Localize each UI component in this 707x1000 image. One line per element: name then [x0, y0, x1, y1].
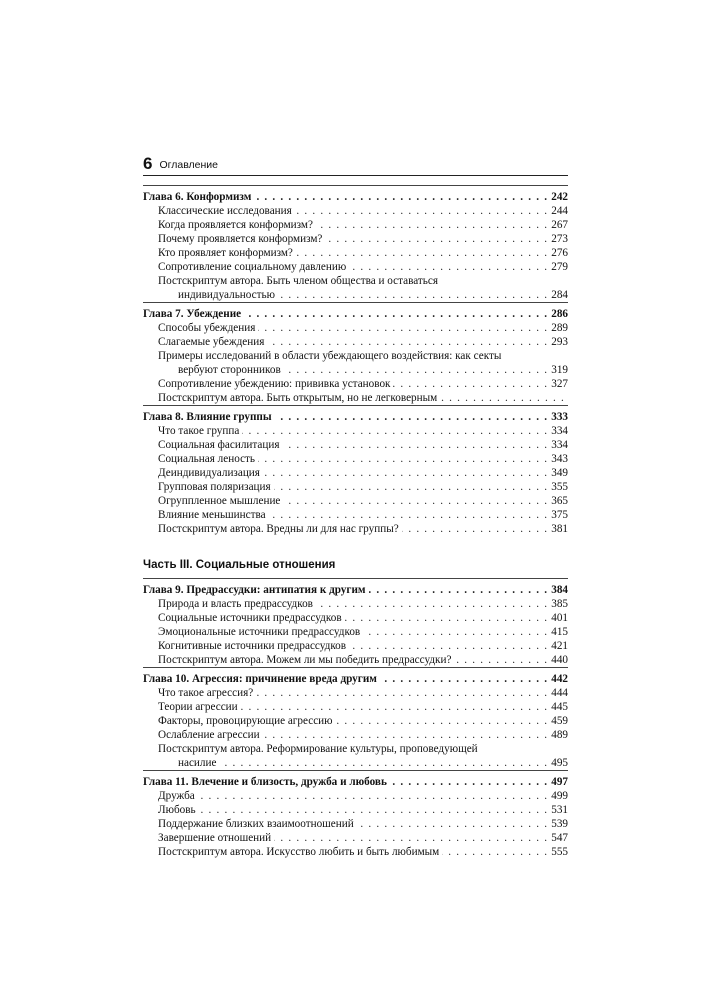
chapter-block: [143, 302, 568, 405]
section-title: Огруппленное мышление: [158, 495, 281, 507]
page-ref: 555: [551, 846, 568, 858]
page-ref: 401: [551, 612, 568, 624]
page-ref: 547: [551, 832, 568, 844]
section-entry: [143, 260, 568, 274]
dot-leader: [363, 625, 548, 639]
section-entry: [143, 218, 568, 232]
dot-leader: [284, 363, 548, 377]
page-ref: 442: [551, 673, 568, 685]
section-entry: [143, 452, 568, 466]
section-title: насилие: [178, 757, 217, 769]
section-title: Влияние меньшинства: [158, 509, 266, 521]
dot-leader: [349, 260, 548, 274]
chapter-entry: [143, 307, 568, 321]
page-ref: 276: [551, 247, 568, 259]
dot-leader: [267, 335, 548, 349]
page-ref: 286: [551, 308, 568, 320]
page-ref: 327: [551, 378, 568, 390]
section-entry: [143, 700, 568, 714]
section-title: Постскриптум автора. Вредны ли для нас группы?: [158, 523, 399, 535]
section-entry: [143, 831, 568, 845]
page-ref: 333: [551, 411, 568, 423]
section-entry: [143, 803, 568, 817]
dot-leader: [278, 288, 548, 302]
section-title: Классические исследования: [158, 205, 292, 217]
section-title: Примеры исследований в области убеждающего воздействия: как секты: [158, 350, 502, 362]
section-title: Деиндивидуализация: [158, 467, 260, 479]
chapter-entry: [143, 583, 568, 597]
section-title: Кто проявляет конформизм?: [158, 247, 293, 259]
dot-leader: [254, 190, 548, 204]
page-ref: 375: [551, 509, 568, 521]
section-title: индивидуальностью: [178, 289, 275, 301]
dot-leader: [274, 831, 548, 845]
page-number: 6: [143, 154, 153, 173]
dot-leader: [283, 494, 548, 508]
page-ref: 497: [551, 776, 568, 788]
dot-leader: [258, 452, 548, 466]
section-entry: [143, 714, 568, 728]
section-entry: [143, 363, 568, 377]
dot-leader: [369, 583, 549, 597]
page-ref: 343: [551, 453, 568, 465]
section-entry: [143, 288, 568, 302]
dot-leader: [242, 424, 548, 438]
section-title: Что такое агрессия?: [158, 687, 254, 699]
chapter-block: [143, 667, 568, 770]
dot-leader: [198, 789, 548, 803]
page-ref: 267: [551, 219, 568, 231]
chapter-title: Глава 11. Влечение и близость, дружба и любовь: [143, 776, 387, 788]
page-ref: 334: [551, 425, 568, 437]
section-title: Социальная леность: [158, 453, 256, 465]
dot-leader: [275, 410, 549, 424]
dot-leader: [316, 597, 548, 611]
chapter-title: Глава 9. Предрассудки: антипатия к другим: [143, 584, 366, 596]
section-title: Постскриптум автора. Быть открытым, но не легковерным: [158, 392, 438, 404]
page-ref: 495: [551, 757, 568, 769]
section-title: Что такое группа: [158, 425, 240, 437]
section-entry: [143, 480, 568, 494]
dot-leader: [325, 232, 548, 246]
page-ref: 279: [551, 261, 568, 273]
section-entry: [143, 349, 568, 363]
section-entry: [143, 639, 568, 653]
section-entry: [143, 686, 568, 700]
dot-leader: [219, 756, 548, 770]
chapter-entry: [143, 410, 568, 424]
page-ref: 459: [551, 715, 568, 727]
dot-leader: [263, 728, 549, 742]
section-title: Социальная фасилитация: [158, 439, 280, 451]
toc-group: [143, 578, 568, 859]
chapter-title: Глава 6. Конформизм: [143, 191, 252, 203]
dot-leader: [269, 508, 549, 522]
section-entry: [143, 728, 568, 742]
section-title: Постскриптум автора. Можем ли мы победить предрассудки?: [158, 654, 452, 666]
section-title: Постскриптум автора. Быть членом общества и оставаться: [158, 275, 439, 287]
dot-leader: [380, 672, 548, 686]
section-title: Эмоциональные источники предрассудков: [158, 626, 361, 638]
section-title: Групповая поляризация: [158, 481, 271, 493]
section-entry: [143, 204, 568, 218]
page-ref: 415: [551, 626, 568, 638]
dot-leader: [241, 700, 549, 714]
page-ref: 385: [551, 598, 568, 610]
toc-group: [143, 185, 568, 536]
section-entry: [143, 321, 568, 335]
section-entry: [143, 274, 568, 288]
dot-leader: [390, 775, 548, 789]
page-ref: 289: [551, 322, 568, 334]
section-entry: [143, 335, 568, 349]
page-ref: 531: [551, 804, 568, 816]
page-ref: 445: [551, 701, 568, 713]
chapter-title: Глава 8. Влияние группы: [143, 411, 272, 423]
section-entry: [143, 845, 568, 859]
section-title: Теории агрессии: [158, 701, 238, 713]
dot-leader: [454, 653, 548, 667]
section-entry: [143, 438, 568, 452]
dot-leader: [263, 466, 548, 480]
section-title: Дружба: [158, 790, 195, 802]
section-entry: [143, 625, 568, 639]
page-ref: 499: [551, 790, 568, 802]
section-title: Поддержание близких взаимоотношений: [158, 818, 354, 830]
section-title: Сопротивление убеждению: прививка установок: [158, 378, 391, 390]
page-ref: 355: [551, 481, 568, 493]
dot-leader: [256, 686, 548, 700]
chapter-block: [143, 185, 568, 302]
chapter-block: [143, 578, 568, 667]
section-entry: [143, 424, 568, 438]
section-entry: [143, 742, 568, 756]
chapter-title: Глава 7. Убеждение: [143, 308, 242, 320]
page-ref: 489: [551, 729, 568, 741]
section-entry: [143, 789, 568, 803]
section-title: Постскриптум автора. Реформирование культуры, проповедующей: [158, 743, 478, 755]
running-header: [143, 150, 568, 176]
dot-leader: [283, 438, 549, 452]
chapter-entry: [143, 672, 568, 686]
dot-leader: [316, 218, 548, 232]
page-ref: 244: [551, 205, 568, 217]
dot-leader: [345, 611, 549, 625]
dot-leader: [336, 714, 549, 728]
section-entry: [143, 653, 568, 667]
dot-leader: [296, 246, 548, 260]
section-title: Завершение отношений: [158, 832, 272, 844]
dot-leader: [349, 639, 548, 653]
dot-leader: [258, 321, 548, 335]
section-entry: [143, 232, 568, 246]
part-title: Часть III. Социальные отношения: [143, 559, 336, 571]
dot-leader: [274, 480, 549, 494]
section-title: Природа и власть предрассудков: [158, 598, 313, 610]
dot-leader: [393, 377, 548, 391]
section-entry: [143, 508, 568, 522]
section-entry: [143, 817, 568, 831]
section-entry: [143, 522, 568, 536]
section-title: Социальные источники предрассудков: [158, 612, 342, 624]
dot-leader: [199, 803, 549, 817]
dot-leader: [402, 522, 549, 536]
section-entry: [143, 597, 568, 611]
section-title: Почему проявляется конформизм?: [158, 233, 323, 245]
section-entry: [143, 466, 568, 480]
page-ref: 539: [551, 818, 568, 830]
page-ref: 444: [551, 687, 568, 699]
section-entry: [143, 494, 568, 508]
section-title: вербуют сторонников: [178, 364, 281, 376]
page-ref: 242: [551, 191, 568, 203]
section-title: Постскриптум автора. Искусство любить и быть любимым: [158, 846, 440, 858]
dot-leader: [442, 845, 548, 859]
chapter-block: [143, 405, 568, 536]
section-entry: [143, 611, 568, 625]
dot-leader: [357, 817, 548, 831]
section-entry: [143, 246, 568, 260]
dot-leader: [244, 307, 548, 321]
page-ref: 384: [551, 584, 568, 596]
section-title: Любовь: [158, 804, 196, 816]
table-of-contents: [143, 185, 568, 859]
section-entry: [143, 391, 568, 405]
dot-leader: [295, 204, 548, 218]
section-entry: [143, 756, 568, 770]
page-ref: 293: [551, 336, 568, 348]
section-title: Факторы, провоцирующие агрессию: [158, 715, 333, 727]
page-ref: 319: [551, 364, 568, 376]
chapter-block: [143, 770, 568, 859]
section-title: Когда проявляется конформизм?: [158, 219, 313, 231]
section-title: Когнитивные источники предрассудков: [158, 640, 347, 652]
chapter-title: Глава 10. Агрессия: причинение вреда другим: [143, 673, 377, 685]
page-ref: 273: [551, 233, 568, 245]
page-ref: 349: [551, 467, 568, 479]
page-ref: 284: [551, 289, 568, 301]
section-entry: [143, 377, 568, 391]
section-title: Ослабление агрессии: [158, 729, 260, 741]
section-title: Сопротивление социальному давлению: [158, 261, 347, 273]
section-title: Слагаемые убеждения: [158, 336, 265, 348]
running-header-label: Оглавление: [159, 159, 219, 171]
page-ref: 440: [551, 654, 568, 666]
dot-leader: [440, 391, 565, 405]
page-ref: 365: [551, 495, 568, 507]
section-title: Способы убеждения: [158, 322, 256, 334]
chapter-entry: [143, 775, 568, 789]
page-ref: 381: [551, 523, 568, 535]
page-ref: 334: [551, 439, 568, 451]
page-ref: 421: [551, 640, 568, 652]
chapter-entry: [143, 190, 568, 204]
